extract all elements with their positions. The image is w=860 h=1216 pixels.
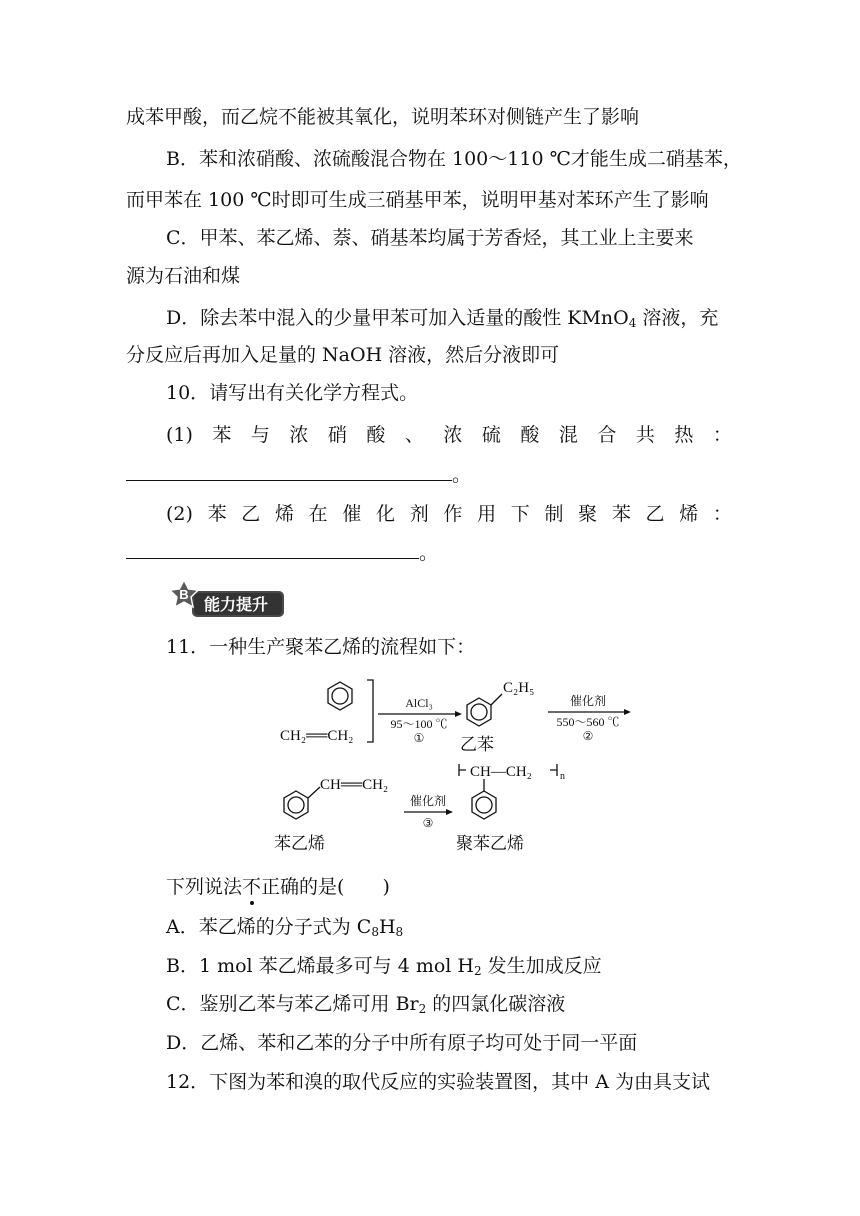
q10-1-char: 苯 xyxy=(212,424,232,446)
option-a-text-b: H xyxy=(378,916,396,938)
q10-2-char: 作 xyxy=(443,503,463,525)
q10-1-char: 与 xyxy=(250,424,270,446)
option-a-sub-2: 8 xyxy=(395,925,404,939)
q10-2-char: 苯 xyxy=(611,503,631,525)
question-12: 12．下图为苯和溴的取代反应的实验装置图，其中 A 为由具支试 xyxy=(166,1071,710,1093)
q10-2-char: 苯 xyxy=(207,503,227,525)
q10-2-char: 用 xyxy=(477,503,497,525)
polymer-subscript-n: n xyxy=(560,771,565,782)
option-a[interactable] xyxy=(166,913,403,941)
q10-1-char: 硫 xyxy=(481,424,501,446)
q10-1-char: 酸 xyxy=(366,424,386,446)
option-b-sub: 2 xyxy=(473,964,482,978)
q10-1-char: 硝 xyxy=(327,424,347,446)
step3-number: ③ xyxy=(422,816,434,830)
q10-2-char: 化 xyxy=(376,503,396,525)
q10-1-end: 。 xyxy=(452,464,472,486)
option-c-text-a: C．鉴别乙苯与苯乙烯可用 Br xyxy=(166,993,419,1015)
styrene-label: 苯乙烯 xyxy=(274,834,325,853)
q10-2-char: 乙 xyxy=(241,503,261,525)
q10-2-char: 乙 xyxy=(645,503,665,525)
step1-condition: 95～100 ℃ xyxy=(390,717,448,731)
option-b-line-1: B．苯和浓硝酸、浓硫酸混合物在 100～110 ℃才能生成二硝基苯， xyxy=(166,148,742,170)
step2-reagent: 催化剂 xyxy=(569,694,607,708)
q10-2-char: 下 xyxy=(510,503,530,525)
q10-2-char: 剂 xyxy=(409,503,429,525)
option-b-line-2: 而甲苯在 100 ℃时即可生成三硝基甲苯，说明甲基对苯环产生了影响 xyxy=(126,189,709,211)
option-d-text-a: D．除去苯中混入的少量甲苯可加入适量的酸性 KMnO xyxy=(166,307,629,329)
question-11-stem xyxy=(166,873,390,901)
option-a-text-a: A．苯乙烯的分子式为 C xyxy=(166,916,372,938)
question-11: 11．一种生产聚苯乙烯的流程如下： xyxy=(166,636,476,658)
option-b-text-b: 发生加成反应 xyxy=(481,955,602,977)
ethylene-formula: CH₂══CH₂ xyxy=(280,728,354,744)
ethylbenzene-label: 乙苯 xyxy=(460,735,494,754)
q10-1-char: 酸 xyxy=(520,424,540,446)
q10-2-char: 在 xyxy=(308,503,328,525)
q10-2-char: 制 xyxy=(544,503,564,525)
section-badge-letter: B xyxy=(179,587,189,602)
q10-1-char: 混 xyxy=(558,424,578,446)
stem-text-a: 下列说法 xyxy=(166,876,243,898)
q10-2-end: 。 xyxy=(419,542,439,564)
option-c-line-2: 源为石油和煤 xyxy=(126,265,241,287)
q10-1-char: 共 xyxy=(635,424,655,446)
option-b-text-a: B．1 mol 苯乙烯最多可与 4 mol H xyxy=(166,955,474,977)
q10-1-char: 浓 xyxy=(443,424,463,446)
step2-number: ② xyxy=(582,729,594,743)
q10-1-char: (1) xyxy=(166,424,193,446)
benzene-ring-reactant xyxy=(328,682,352,710)
q10-1-char: 热 xyxy=(674,424,694,446)
option-d[interactable]: D．乙烯、苯和乙苯的分子中所有原子均可处于同一平面 xyxy=(166,1032,638,1054)
q10-2-char: 烯 xyxy=(679,503,699,525)
question-10: 10．请写出有关化学方程式。 xyxy=(166,382,419,404)
stem-text-b: 正确的是( ) xyxy=(261,876,390,898)
vinyl-group: CH══CH₂ xyxy=(320,777,389,793)
q10-2-char: (2) xyxy=(166,503,193,525)
step1-reagent: AlCl₃ xyxy=(405,696,433,710)
option-c-text-b: 的四氯化碳溶液 xyxy=(426,993,566,1015)
option-b[interactable] xyxy=(166,952,602,980)
option-c-line-1: C．甲苯、苯乙烯、萘、硝基苯均属于芳香烃，其工业上主要来 xyxy=(166,227,694,249)
step3-reagent: 催化剂 xyxy=(409,794,447,808)
polymer-chain: CH—CH₂ xyxy=(470,764,532,780)
q10-1-char: 合 xyxy=(597,424,617,446)
q10-2-char: 聚 xyxy=(578,503,598,525)
q10-2-char: 催 xyxy=(342,503,362,525)
q10-2-char: ： xyxy=(712,503,732,525)
q10-1-char: 浓 xyxy=(289,424,309,446)
q10-2-char: 烯 xyxy=(274,503,294,525)
stem-emphasis: 不 xyxy=(242,873,261,901)
text-line-1: 成苯甲酸，而乙烷不能被其氧化，说明苯环对侧链产生了影响 xyxy=(126,106,640,128)
benzene-ring-ethylbenzene xyxy=(467,694,502,726)
polystyrene-label: 聚苯乙烯 xyxy=(456,834,524,853)
section-title: 能力提升 xyxy=(203,595,269,614)
option-c[interactable] xyxy=(166,990,565,1018)
benzene-ring-polystyrene xyxy=(472,779,496,819)
option-d-subscript: 4 xyxy=(628,316,637,330)
option-c-sub: 2 xyxy=(418,1002,427,1016)
q10-1-char: 、 xyxy=(404,424,424,446)
option-a-sub-1: 8 xyxy=(371,925,379,939)
step2-condition: 550～560 ℃ xyxy=(556,715,620,729)
benzene-ring-styrene xyxy=(284,787,320,819)
option-d-text-b: 溶液，充 xyxy=(636,307,719,329)
option-d-line-2: 分反应后再加入足量的 NaOH 溶液，然后分液即可 xyxy=(126,344,560,366)
step1-number: ① xyxy=(413,731,425,745)
reactant-bracket xyxy=(367,680,373,742)
q10-1-char: ： xyxy=(712,424,732,446)
ethyl-group: C₂H₅ xyxy=(503,680,535,696)
